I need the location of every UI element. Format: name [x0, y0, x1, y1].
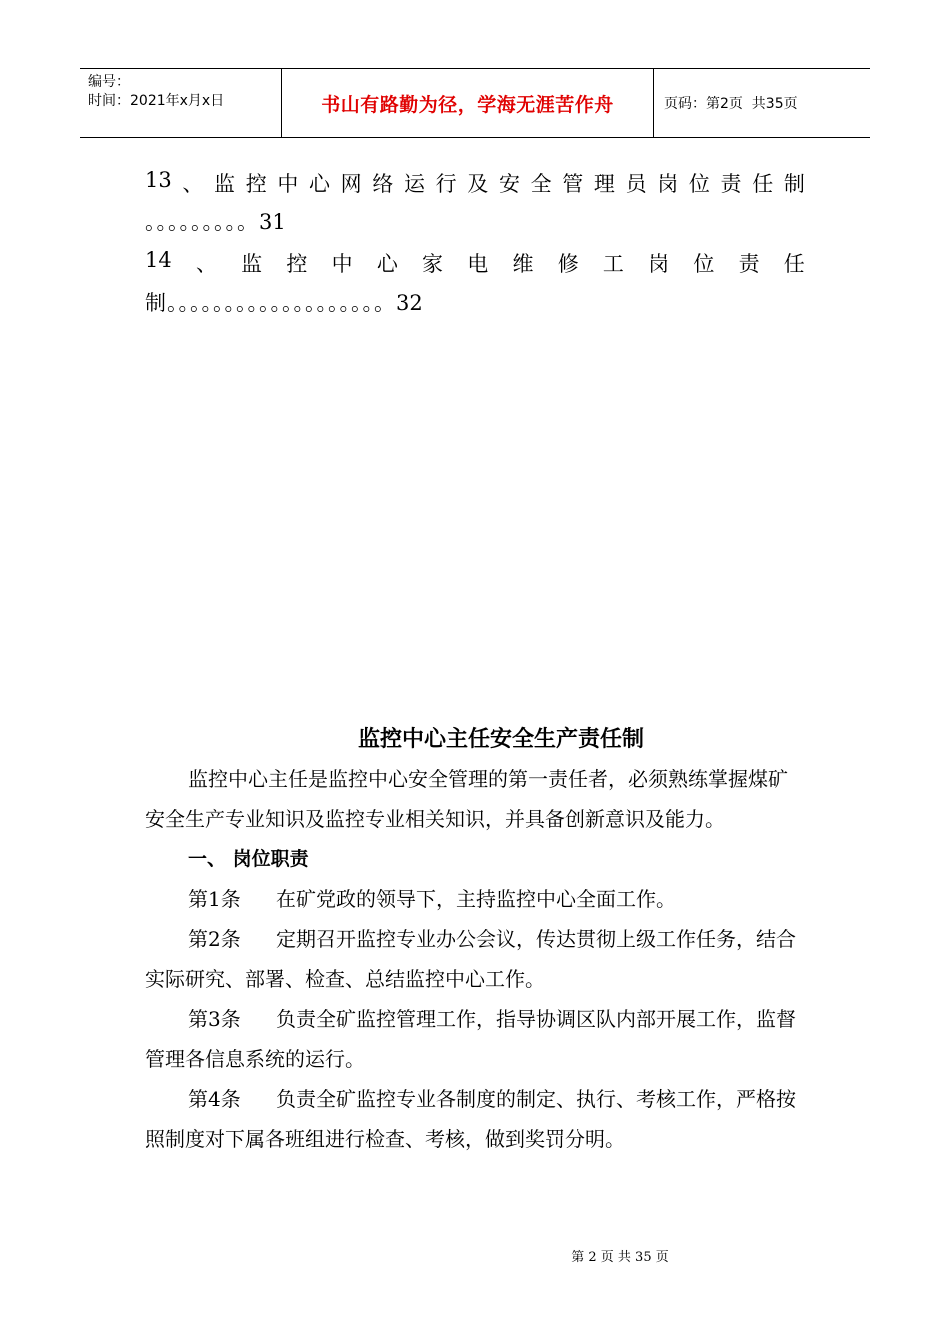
page-footer: 第 2 页 共 35 页: [571, 1250, 669, 1265]
toc-char: 安: [498, 172, 520, 196]
article-number: 第2条: [188, 927, 241, 951]
header-meta: [80, 69, 282, 137]
article-1: [145, 879, 805, 919]
toc-entry-separator: 、: [182, 172, 204, 196]
article-number: 第4条: [188, 1087, 241, 1111]
toc-char: 责: [720, 172, 742, 196]
toc-entry-13-line1: [145, 168, 805, 198]
article-text: 负责全矿监控专业各制度的制定、执行、考核工作，严格按照制度对下属各班组进行检查、考核，做到奖罚分明。: [145, 1087, 796, 1151]
article-number: 第1条: [188, 887, 241, 911]
toc-char: 维: [512, 252, 534, 276]
toc-char: 及: [467, 172, 489, 196]
toc-char: 任: [783, 252, 805, 276]
toc-entry-14-line1: [145, 248, 805, 278]
header-page-code: 页码：第2页 共35页: [664, 96, 798, 112]
page-header: [80, 68, 870, 138]
toc-char: 运: [403, 172, 425, 196]
article-text: 定期召开监控专业办公会议，传达贯彻上级工作任务，结合实际研究、部署、检查、总结监控中心工作。: [145, 927, 796, 991]
toc-char: 行: [435, 172, 457, 196]
toc-char: 心: [376, 252, 398, 276]
toc-leader-dots: 。。。。。。。。。: [145, 210, 259, 234]
toc-page-number: 32: [396, 291, 423, 315]
toc-entry-separator: 、: [195, 252, 217, 276]
toc-char: 任: [752, 172, 774, 196]
toc-char: 电: [467, 252, 489, 276]
toc-char: 家: [422, 252, 444, 276]
toc-char: 工: [602, 252, 624, 276]
toc-entry-14-line2: [145, 287, 805, 317]
article-text: 负责全矿监控管理工作，指导协调区队内部开展工作，监督管理各信息系统的运行。: [145, 1007, 796, 1071]
article-text: 在矿党政的领导下，主持监控中心全面工作。: [276, 887, 676, 911]
toc-char: 络: [372, 172, 394, 196]
toc-entry-number: 14: [145, 248, 172, 272]
document-number-label: 编号：: [88, 74, 130, 90]
article-number: 第3条: [188, 1007, 241, 1031]
toc-char: 监: [214, 172, 236, 196]
toc-char: 全: [530, 172, 552, 196]
article-4: [145, 1079, 805, 1159]
toc-char: 中: [277, 172, 299, 196]
toc-char: 控: [245, 172, 267, 196]
toc-char: 修: [557, 252, 579, 276]
document-time-label: 时间：2021年x月x日: [88, 93, 225, 109]
toc-char: 位: [693, 252, 715, 276]
toc-char: 管: [562, 172, 584, 196]
intro-paragraph: 监控中心主任是监控中心安全管理的第一责任者，必须熟练掌握煤矿安全生产专业知识及监控专业相关知识，并具备创新意识及能力。: [145, 767, 788, 831]
article-2: [145, 919, 805, 999]
toc-char: 位: [688, 172, 710, 196]
toc-page-number: 31: [259, 210, 286, 234]
duties-heading: 一、 岗位职责: [188, 848, 309, 870]
toc-char: 岗: [648, 252, 670, 276]
header-motto: 书山有路勤为径，学海无涯苦作舟: [282, 69, 654, 137]
toc-char: 中: [331, 252, 353, 276]
toc-char: 控: [286, 252, 308, 276]
toc-char: 理: [593, 172, 615, 196]
section-title: 监控中心主任安全生产责任制: [357, 727, 644, 752]
toc-char: 岗: [657, 172, 679, 196]
toc-char: 网: [340, 172, 362, 196]
toc-char: 责: [738, 252, 760, 276]
toc-leader-dots: 制。。。。。。。。。。。。。。。。。。。: [145, 291, 396, 315]
toc-entry-13-line2: [145, 206, 805, 236]
toc-char: 员: [625, 172, 647, 196]
toc-char: 制: [783, 172, 805, 196]
section-body: [145, 759, 805, 1159]
article-3: [145, 999, 805, 1079]
toc-char: 监: [241, 252, 263, 276]
toc-entry-number: 13: [145, 168, 172, 192]
toc-char: 心: [309, 172, 331, 196]
